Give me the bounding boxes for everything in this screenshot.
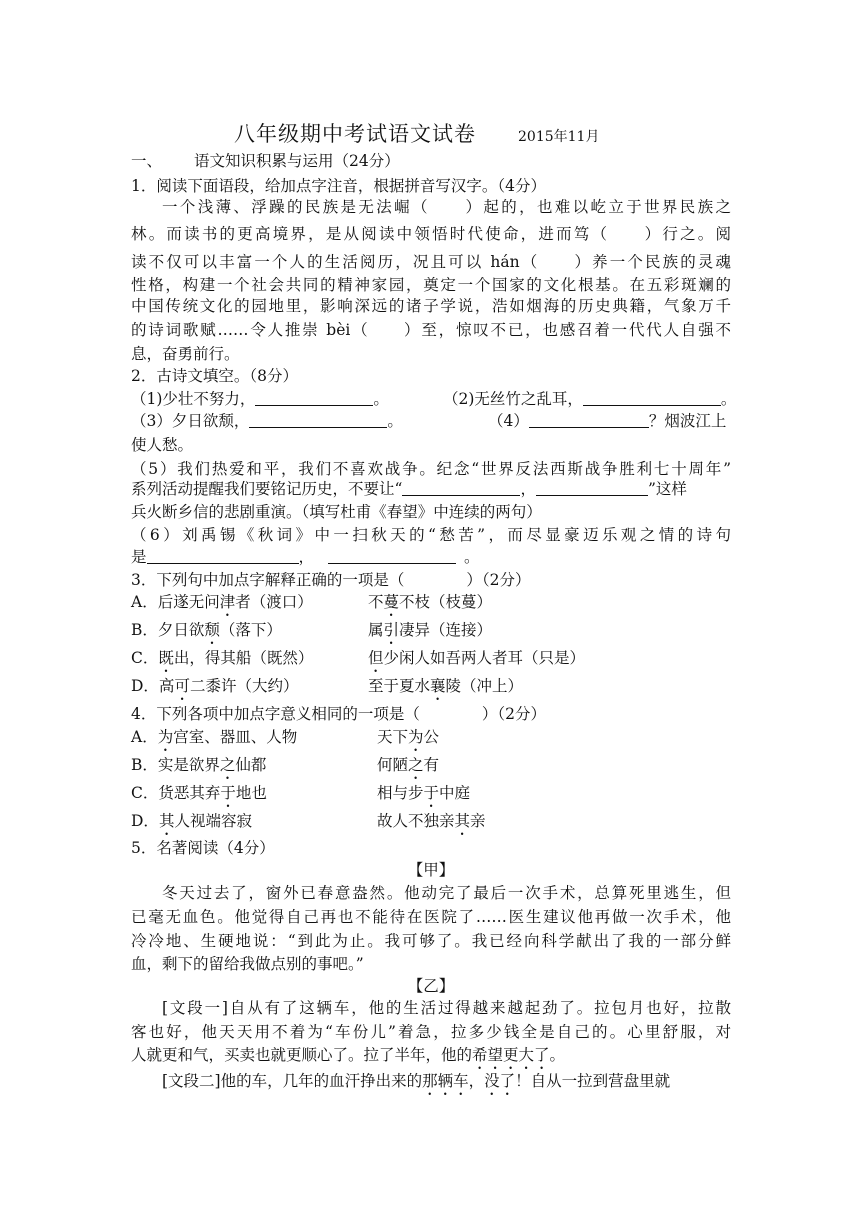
answer-blank[interactable] [583, 389, 721, 406]
text-group [368, 648, 585, 676]
emphasized-char: 于 [423, 784, 440, 802]
text-segment: 凄异（连接） [399, 621, 493, 639]
text-segment: B．夕日欲 [131, 621, 205, 639]
text-segment: 仙都 [235, 756, 267, 774]
q3-option [131, 620, 731, 648]
text-segment: 。 [387, 412, 403, 430]
answer-blank[interactable] [402, 479, 520, 496]
text-segment: 是 [131, 548, 147, 566]
text-segment: 天下 [377, 728, 409, 746]
answer-blank[interactable] [255, 389, 373, 406]
answer-blank[interactable] [529, 411, 649, 428]
passage-line: 客也好，他天天用不着为“车份儿”着急，拉多少钱全是自己的。心里舒服，对 [131, 1023, 731, 1041]
q2-prompt: 2．古诗文填空。（8分） [131, 367, 298, 385]
text-segment: 地也 [235, 784, 267, 802]
text-segment: 人就更和气，买卖也就更顺心了。拉了半年，他的 [131, 1046, 473, 1064]
text-group [368, 620, 492, 648]
passage-label-jia: 【甲】 [407, 861, 455, 879]
text-segment: 不 [368, 593, 384, 611]
passage-label-yi: 【乙】 [407, 977, 455, 995]
q1-prompt: 1．阅读下面语段，给加点字注音，根据拼音写汉字。（4分） [131, 177, 546, 195]
text-segment: C．货恶其弃 [131, 784, 221, 802]
text-segment: 亲 [470, 812, 486, 830]
emphasized-char: 颓 [204, 621, 220, 639]
text-segment: 相与步 [377, 784, 424, 802]
text-segment: 二黍许（大约） [189, 677, 299, 695]
q2-item-5-line3: 兵火断乡信的悲剧重演。（填写杜甫《春望》中连续的两句） [131, 503, 542, 521]
q2-items-1-2 [131, 389, 737, 409]
emphasized-char: 蔓 [383, 593, 400, 611]
emphasized-char: 但 [368, 649, 384, 667]
text-segment: 系列活动提醒我们要铭记历史，不要让“ [131, 480, 403, 498]
text-segment: （落下） [219, 621, 282, 639]
text-segment: ， [298, 548, 315, 566]
text-segment: [文段二]他的车，几年的血汗挣出来的 [162, 1072, 423, 1090]
text-segment: ， [520, 480, 536, 498]
text-segment: ”这样 [647, 480, 687, 498]
q3-option [131, 592, 731, 620]
q4-option [131, 755, 731, 783]
emphasized-char: 之 [219, 756, 236, 774]
q4-option [131, 783, 731, 811]
q2-items-3-4 [131, 411, 731, 431]
q4-option [131, 727, 731, 755]
text-group [377, 727, 439, 755]
emphasized-char: 既 [158, 649, 174, 667]
text-segment: 至于夏水 [368, 677, 431, 695]
emphasized-char: 希望更大了 [472, 1046, 550, 1064]
q2-item-4-wrap [488, 411, 726, 431]
text-group [368, 676, 523, 704]
q1-line: 息，奋勇前行。 [131, 345, 240, 363]
q2-item-5-line2 [131, 479, 731, 499]
text-segment: 不枝（枝蔓） [399, 593, 493, 611]
passage-line [131, 1045, 731, 1073]
text-segment: ！自从一拉到营盘里就 [515, 1072, 671, 1090]
q1-line: 中国传统文化的园地里，影响深远的诸子学说，浩如烟海的历史典籍，气象万千 [131, 297, 731, 315]
text-segment: B．实是欲界 [131, 756, 220, 774]
text-segment: 公 [423, 728, 440, 746]
emphasized-char: 那辆车 [422, 1072, 469, 1090]
answer-blank[interactable] [249, 411, 387, 428]
emphasized-char: 没了 [484, 1072, 516, 1090]
emphasized-char: 津 [219, 593, 236, 611]
text-segment: 。 [464, 548, 480, 566]
text-segment: 者（渡口） [235, 593, 313, 611]
passage-line: [文段一]自从有了这辆车，他的生活过得越来越起劲了。拉包月也好，拉散 [162, 999, 731, 1017]
passage-line: 冷冷地、生硬地说：“到此为止。我可够了。我已经向科学献出了我的一部分鲜 [131, 932, 731, 950]
text-segment: C． [131, 649, 159, 667]
q3-option [131, 676, 731, 704]
text-segment: 。 [373, 390, 389, 408]
text-group [368, 592, 492, 620]
text-segment: A． [131, 728, 158, 746]
q1-line: 一个浅薄、浮躁的民族是无法崛（ ）起的，也难以屹立于世界民族之 [162, 198, 731, 216]
q5-prompt: 5．名著阅读（4分） [131, 839, 275, 857]
q2-item-6-line2 [131, 547, 731, 567]
emphasized-char: 引 [383, 621, 400, 639]
passage-line: 已毫无血色。他觉得自己再也不能待在医院了……医生建议他再做一次手术，他 [131, 908, 731, 926]
emphasized-char: 为 [157, 728, 174, 746]
text-segment: 。 [549, 1046, 566, 1064]
section-number: 一、 [131, 152, 163, 170]
q4-option [131, 811, 731, 839]
emphasized-char: 为 [408, 728, 424, 746]
text-segment: 人视端容寂 [174, 812, 252, 830]
answer-blank[interactable] [147, 547, 299, 564]
text-segment: 中庭 [439, 784, 471, 802]
q2-item-6-line1: （6）刘禹锡《秋词》中一扫秋天的“愁苦”，而尽显豪迈乐观之情的诗句 [131, 526, 731, 544]
header [234, 118, 599, 148]
text-group [377, 783, 470, 811]
text-segment: A．后遂无问 [131, 593, 220, 611]
answer-blank[interactable] [536, 479, 648, 496]
emphasized-char: 可 [174, 677, 190, 695]
text-segment: 出，得其船（既然） [173, 649, 314, 667]
text-segment: 何陋 [377, 756, 409, 774]
q2-item-2: （2)无丝竹之乱耳， [443, 390, 583, 408]
text-segment: 宫室、器皿、人物 [173, 728, 298, 746]
emphasized-char: 之 [408, 756, 424, 774]
text-segment: 陵（冲上） [445, 677, 524, 695]
section-heading [131, 151, 731, 171]
text-group [377, 755, 439, 783]
q1-line: 林。而读书的更高境界，是从阅读中领悟时代使命，进而笃（ ）行之。阅 [131, 225, 731, 243]
q1-line: 读不仅可以丰富一个人的生活阅历，况且可以 hán（ ）养一个民族的灵魂 [131, 253, 731, 271]
emphasized-char: 其 [454, 812, 471, 830]
emphasized-char: 其 [158, 812, 175, 830]
q4-prompt: 4．下列各项中加点字意义相同的一项是（ ）（2分） [131, 705, 546, 723]
text-segment: ， [468, 1072, 485, 1090]
text-segment: 故人不独亲 [377, 812, 455, 830]
text-segment: D．高 [131, 677, 175, 695]
q2-item-4: （4） [488, 412, 529, 430]
q2-item-2-wrap [443, 389, 736, 409]
passage-line: 冬天过去了，窗外已春意盎然。他动完了最后一次手术，总算死里逃生，但 [162, 884, 731, 902]
exam-date: 2015年11月 [518, 129, 600, 145]
q2-item-1: （1)少壮不努力， [131, 390, 256, 408]
text-segment: 少闲人如吾两人者耳（只是） [383, 649, 586, 667]
q2-item-5-line1: （5）我们热爱和平，我们不喜欢战争。纪念“世界反法西斯战争胜利七十周年” [131, 460, 731, 478]
text-segment: D． [131, 812, 159, 830]
q1-line: 性格，构建一个社会共同的精神家园，奠定一个国家的文化根基。在五彩斑斓的 [131, 276, 731, 294]
page-title: 八年级期中考试语文试卷 [234, 122, 476, 146]
emphasized-char: 襄 [430, 677, 446, 695]
q2-item-4-tail: 使人愁。 [131, 436, 194, 454]
text-segment: 属 [368, 621, 384, 639]
q3-prompt: 3．下列句中加点字解释正确的一项是（ ）（2分） [131, 571, 531, 589]
q3-option [131, 648, 731, 676]
text-segment: 有 [423, 756, 440, 774]
text-segment: ？烟波江上 [648, 412, 727, 430]
q2-item-3: （3）夕日欲颓， [131, 412, 250, 430]
text-group [377, 811, 486, 839]
q1-line: 的诗词歌赋……令人推崇 bèi（ ）至，惊叹不已，也感召着一代代人自强不 [131, 321, 731, 339]
answer-blank[interactable] [328, 547, 456, 564]
emphasized-char: 于 [220, 784, 236, 802]
passage-line [162, 1071, 762, 1099]
passage-line: 血，剩下的留给我做点别的事吧。” [131, 955, 364, 973]
section-title: 语文知识积累与运用（24分） [194, 152, 400, 170]
text-segment: 。 [720, 390, 737, 408]
